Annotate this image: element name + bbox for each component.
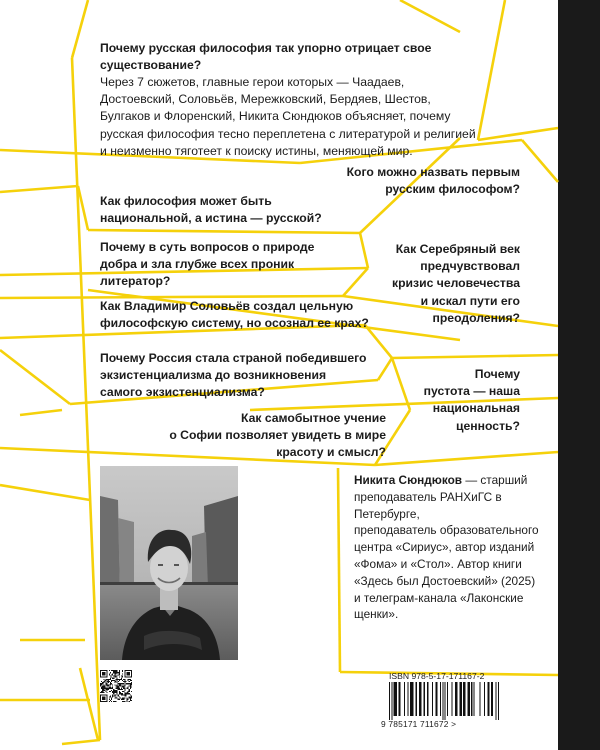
decorative-line — [88, 230, 360, 233]
question-line: красоту и смысл? — [276, 445, 386, 460]
question-line: Как Серебряный век — [395, 242, 520, 256]
question-line: о Софии позволяет увидеть в мире — [169, 428, 386, 443]
bio-line: и телеграм-канала «Лаконские щенки». — [354, 590, 524, 622]
question-line: Как Владимир Соловьёв создал цельную — [100, 299, 354, 313]
barcode — [389, 682, 499, 720]
decorative-line — [0, 186, 78, 192]
question-line: национальной, а истина — русской? — [100, 211, 322, 226]
barcode-digits: 9 785171 711672 > — [381, 719, 457, 729]
decorative-line — [400, 0, 460, 32]
question-line: пустота — наша — [423, 384, 520, 399]
decorative-line — [72, 58, 100, 740]
question-line: Почему — [474, 367, 520, 381]
question-line: и искал пути его — [420, 293, 520, 308]
question-good-evil — [100, 239, 340, 291]
intro-question: Почему русская философия так упорно отрицает свое существование? — [100, 41, 432, 73]
question-line: Почему в суть вопросов о природе — [100, 240, 315, 254]
bio-first-line — [354, 472, 554, 489]
decorative-line — [72, 0, 88, 58]
author-bio — [354, 472, 554, 623]
bio-line: центра «Сириус», автор изданий — [354, 540, 535, 555]
intro-text — [100, 74, 540, 160]
question-line: Почему Россия стала страной победившего — [100, 351, 367, 365]
decorative-line — [338, 468, 340, 672]
question-line: русским философом? — [385, 182, 520, 197]
question-line: преодоления? — [432, 310, 520, 325]
decorative-line — [392, 355, 558, 358]
question-sophia — [150, 410, 386, 462]
question-line: ценность? — [456, 418, 520, 433]
decorative-line — [0, 485, 90, 500]
question-line: экзистенциализма до возникновения — [100, 368, 327, 383]
question-line: Как самобытное учение — [241, 411, 386, 425]
intro-line: и неизменно тяготеет к поиску истины, меняющей мир. — [100, 143, 413, 158]
bio-line: преподаватель образовательного — [354, 523, 539, 538]
question-line: предчувствовал — [420, 259, 520, 274]
question-line: национальная — [432, 401, 520, 416]
decorative-line — [20, 410, 62, 415]
bio-line: «Фома» и «Стол». Автор книги — [354, 556, 522, 571]
question-line: добра и зла глубже всех проник — [100, 257, 295, 272]
intro-line: Булгаков и Флоренский, Никита Сюндюков объясняет, почему — [100, 109, 451, 124]
decorative-line — [62, 740, 100, 744]
intro-line: Достоевский, Соловьёв, Мережковский, Бердяев, Шестов, — [100, 92, 431, 107]
decorative-line — [80, 668, 98, 740]
decorative-line — [375, 452, 558, 465]
question-emptiness — [370, 366, 520, 435]
author-name: Никита Сюндюков — [354, 473, 463, 487]
question-line: кризис человечества — [392, 276, 520, 291]
question-national-philosophy — [100, 193, 350, 227]
author-photo — [100, 466, 238, 660]
question-line: литератор? — [100, 274, 171, 289]
question-existentialism — [100, 350, 390, 402]
bio-line: преподаватель РАНХиГС в Петербурге, — [354, 489, 502, 521]
qr-code — [100, 670, 132, 702]
isbn-label: ISBN 978-5-17-171167-2 — [389, 671, 485, 681]
question-solovyov — [100, 298, 380, 332]
decorative-line — [0, 350, 70, 404]
question-line: философскую систему, но осознал ее крах? — [100, 316, 369, 331]
question-line: Как философия может быть — [100, 194, 272, 208]
question-line: Кого можно назвать первым — [346, 165, 520, 179]
bio-text: — старший — [462, 473, 528, 487]
intro-line: Через 7 сюжетов, главные герои которых — Чаадаев, — [100, 75, 405, 89]
question-line: самого экзистенциализма? — [100, 385, 265, 400]
bio-line: «Здесь был Достоевский» (2025) — [354, 573, 536, 588]
intro-line: русская философия тесно переплетена с литературой и религией — [100, 126, 476, 141]
